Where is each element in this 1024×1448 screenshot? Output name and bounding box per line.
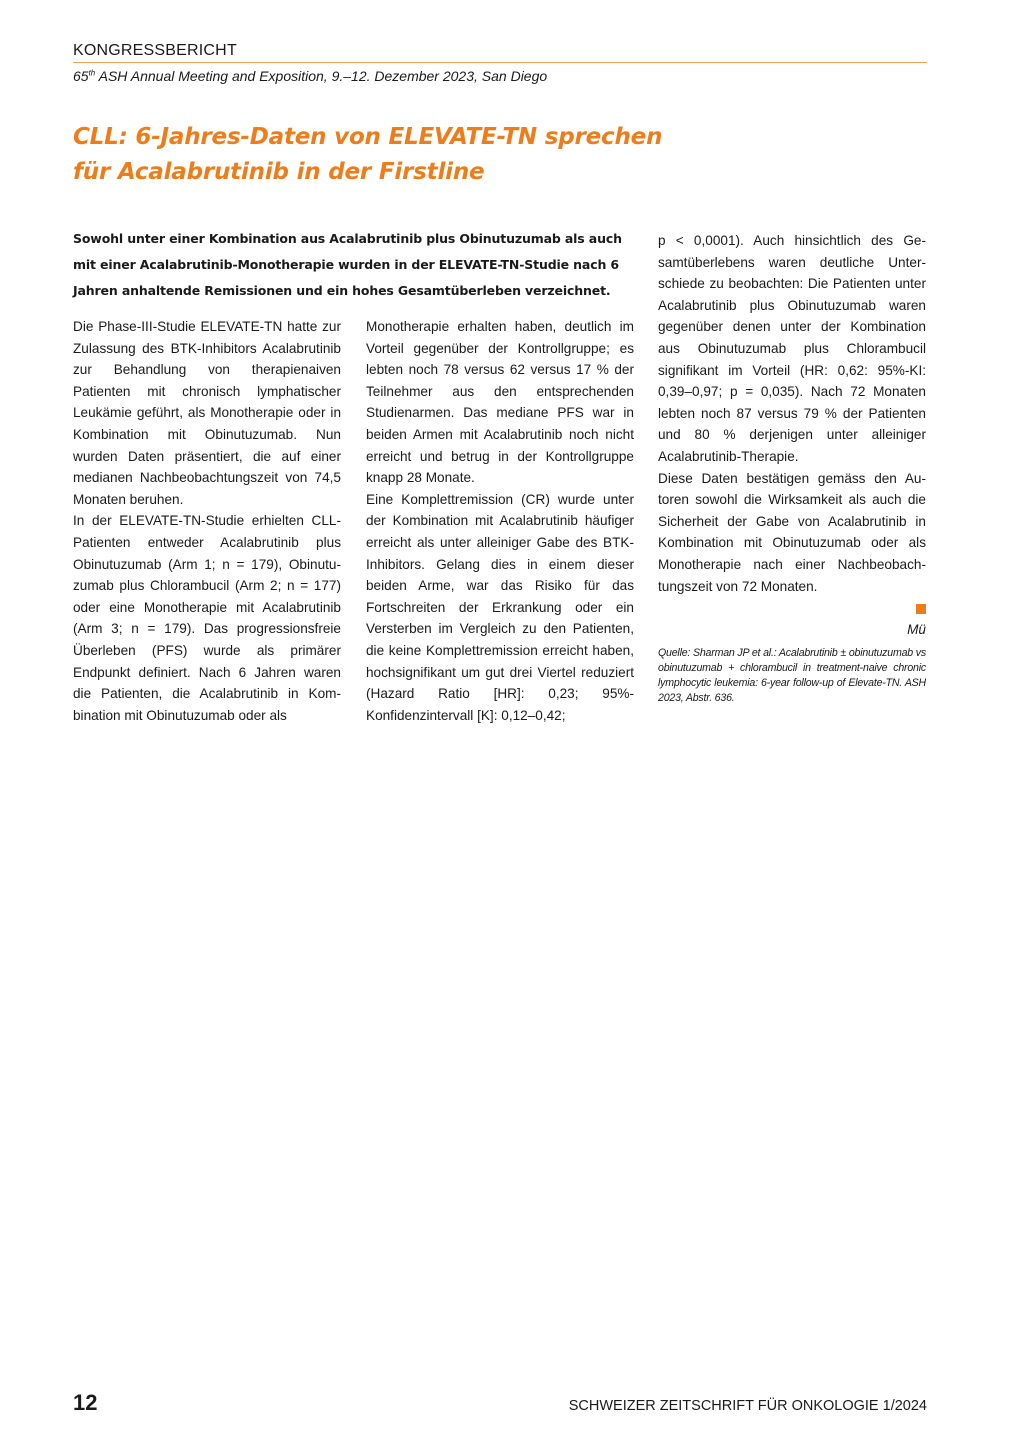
- journal-name: SCHWEIZER ZEITSCHRIFT FÜR ONKOLOGIE 1/2024: [568, 1398, 927, 1414]
- col1-paragraph-2: In der ELEVATE-TN-Studie erhielten CLL-Patienten entweder Acalabrutinib plus Obinutuzumab (Arm 1; n = 179), Obinutuzumab plus Chlorambucil (Arm 2; n = 177) oder eine Monotherapie mit Acalabrutinib (Arm 3; n = 179). Das progressionsfreie Überleben (PFS) wurde als primärer Endpunkt definiert. Nach 6 Jahren waren die Patienten, die Acalabrutinib in Kombination mit Obinutuzumab oder als: [73, 513, 341, 723]
- title-line2: für Acalabrutinib in der Firstline: [73, 159, 485, 185]
- author-initials: Mü: [907, 621, 926, 637]
- article-title: [73, 120, 693, 190]
- column-2: [366, 316, 634, 726]
- page-number: 12: [73, 1390, 98, 1415]
- header-rule: [73, 62, 927, 63]
- column-3: [658, 230, 926, 640]
- col2-paragraph-2: Eine Komplettremission (CR) wurde unter der Kombination mit Acalabrutinib häufiger erreicht als unter alleiniger Gabe des BTK-Inhibitors. Gelang dies in einem dieser beiden Arme, war das Risiko für das Fortschreiten der Erkrankung oder ein Versterben im Vergleich zu den Patienten, die keine Komplettremission erreicht haben, hochsignifikant um gut drei Viertel reduziert (Hazard Ratio [HR]: 0,23; 95%-Konfidenzintervall [K]: 0,12–0,42;: [366, 491, 634, 723]
- event-sup: th: [88, 68, 96, 78]
- col1-paragraph-1: Die Phase-III-Studie ELEVATE-TN hatte zur Zulassung des BTK-Inhibitors Acalabrutinib zur Behandlung von therapienaiven Patienten mit chronisch lymphatischer Leukämie geführt, als Monotherapie oder in Kombination mit Obinutuzumab. Nun wurden Daten präsentiert, die auf einer medianen Nachbeobachtungszeit von 74,5 Monaten beruhen.: [73, 319, 341, 507]
- section-label: KONGRESSBERICHT: [73, 42, 237, 59]
- event-prefix: 65: [73, 68, 89, 84]
- event-rest: ASH Annual Meeting and Exposition, 9.–12. Dezember 2023, San Diego: [95, 68, 548, 84]
- end-marker-icon: [916, 604, 926, 614]
- col3-paragraph-2: Diese Daten bestätigen gemäss den Autoren sowohl die Wirksamkeit als auch die Sicherheit der Gabe von Acalabrutinib in Kombination mit Obinutuzumab oder als Monotherapie nach einer Nachbeobachtungszeit von 72 Monaten.: [658, 470, 926, 594]
- column-1: [73, 316, 341, 726]
- end-row: [658, 597, 926, 619]
- col3-paragraph-1: p < 0,0001). Auch hinsichtlich des Gesamtüberlebens waren deutliche Unterschiede zu beobachten: Die Patienten unter Acalabrutinib plus Obinutuzumab waren gegenüber denen unter der Kombination aus Obinutuzumab plus Chlorambucil signifikant im Vorteil (HR: 0,62: 95%-KI: 0,39–0,97; p = 0,035). Nach 72 Monaten lebten noch 87 versus 79 % der Patienten und 80 % derjenigen unter alleiniger Acalabrutinib-Therapie.: [658, 233, 926, 464]
- event-line: [73, 68, 547, 84]
- title-line1: CLL: 6-Jahres-Daten von ELEVATE-TN sprechen: [73, 124, 663, 150]
- col2-paragraph-1: Monotherapie erhalten haben, deutlich im Vorteil gegenüber der Kontrollgruppe; es lebten noch 78 versus 62 versus 17 % der Teilnehmer aus den entsprechenden Studienarmen. Das mediane PFS war in beiden Armen mit Acalabrutinib noch nicht erreicht und betrug in der Kontrollgruppe knapp 28 Monate.: [366, 319, 634, 486]
- lead-paragraph: Sowohl unter einer Kombination aus Acalabrutinib plus Obinutuzumab als auch mit einer Acalabrutinib-Monotherapie wurden in der ELEVATE-TN-Studie nach 6 Jahren anhaltende Remissionen und ein hohes Gesamtüberleben verzeichnet.: [73, 231, 622, 298]
- source-citation: Quelle: Sharman JP et al.: Acalabrutinib ± obinutuzumab vs obinutuzumab + chlorambucil in treatment-naive chronic lymphocytic leukemia: 6-year follow-up of Elevate-TN. ASH 2023, Abstr. 636.: [658, 647, 926, 704]
